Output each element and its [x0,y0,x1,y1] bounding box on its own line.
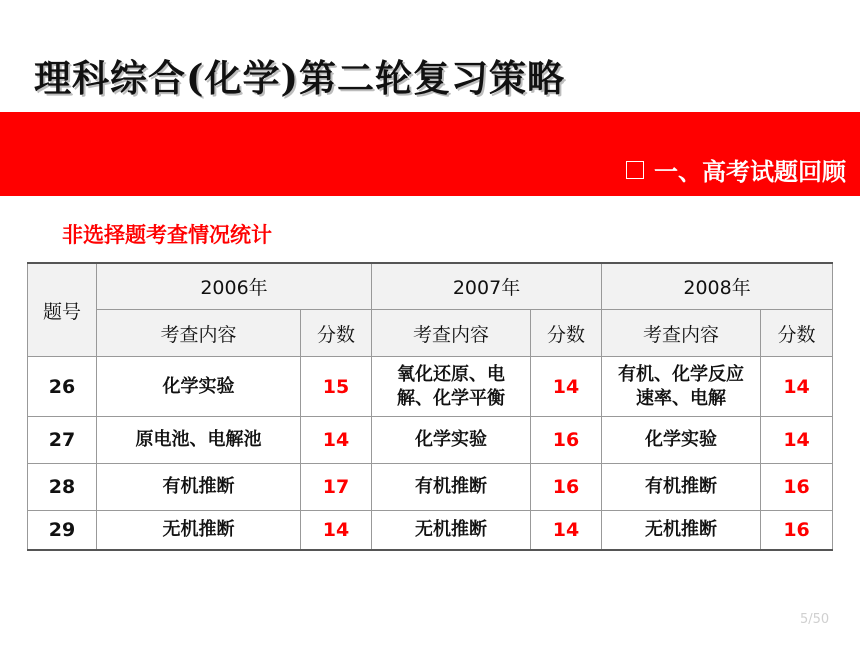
content-cell [372,357,531,417]
question-number: 28 [28,464,97,511]
score-cell: 14 [531,357,602,417]
header-score-2008: 分数 [761,310,833,357]
score-cell: 15 [301,357,372,417]
content-cell: 化学实验 [372,417,531,464]
score-cell: 16 [761,464,833,511]
table-row [28,357,833,417]
header-question-no: 题号 [28,263,97,357]
score-cell: 16 [531,464,602,511]
content-cell: 无机推断 [97,511,301,551]
content-text: 有机、化学反应速率、电解 [618,363,745,409]
content-cell: 有机推断 [97,464,301,511]
exam-statistics-table [27,262,833,551]
header-year-2006: 2006年 [97,263,372,310]
checkbox-square-icon [626,161,644,179]
table-row [28,417,833,464]
content-cell: 化学实验 [97,357,301,417]
table-caption: 非选择题考查情况统计 [62,223,272,247]
content-cell: 有机推断 [602,464,761,511]
content-cell: 无机推断 [602,511,761,551]
page-title: 理科综合(化学)第二轮复习策略 [34,56,566,100]
question-number: 26 [28,357,97,417]
content-cell: 有机推断 [372,464,531,511]
question-number: 27 [28,417,97,464]
score-cell: 14 [301,417,372,464]
question-number: 29 [28,511,97,551]
score-cell: 14 [531,511,602,551]
score-cell: 14 [761,417,833,464]
score-cell: 14 [301,511,372,551]
header-year-2008: 2008年 [602,263,833,310]
content-text: 氧化还原、电解、化学平衡 [397,363,506,409]
table-row [28,464,833,511]
section-heading [626,152,846,187]
header-score-2006: 分数 [301,310,372,357]
content-cell [602,357,761,417]
page-indicator: 5/50 [800,612,830,627]
score-cell: 16 [761,511,833,551]
score-cell: 14 [761,357,833,417]
content-cell: 无机推断 [372,511,531,551]
header-score-2007: 分数 [531,310,602,357]
header-content-2006: 考查内容 [97,310,301,357]
table-row [28,511,833,551]
score-cell: 16 [531,417,602,464]
content-cell: 原电池、电解池 [97,417,301,464]
score-cell: 17 [301,464,372,511]
header-content-2008: 考查内容 [602,310,761,357]
section-heading-text: 一、高考试题回顾 [654,158,846,186]
content-cell: 化学实验 [602,417,761,464]
header-year-2007: 2007年 [372,263,602,310]
header-content-2007: 考查内容 [372,310,531,357]
